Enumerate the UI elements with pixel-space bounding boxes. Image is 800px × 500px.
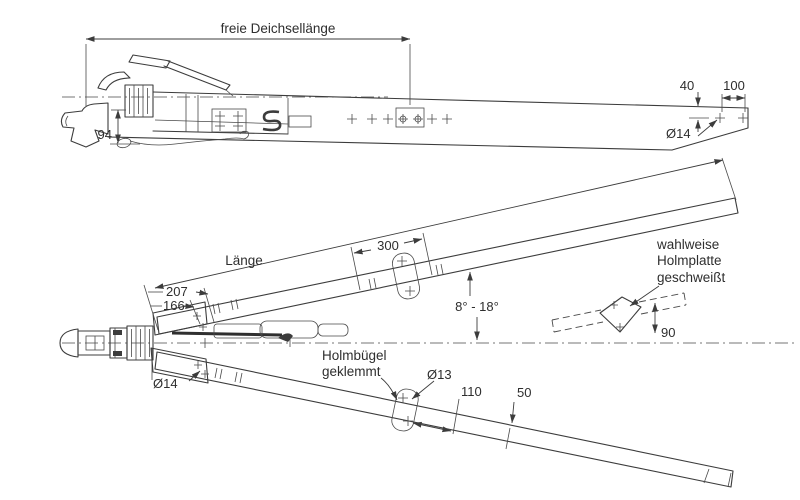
label-holmbuegel (322, 348, 397, 400)
dim-label-207: 207 (166, 284, 188, 299)
bellows-side (125, 85, 153, 117)
label-holmbuegel-line1: Holmbügel (322, 348, 387, 363)
dim-label-94: 94 (97, 127, 112, 142)
dim-label-40: 40 (679, 78, 695, 93)
holmplatte-clamp-plate (391, 251, 422, 300)
dim-free-drawbar-length (86, 21, 410, 106)
dim-laenge (155, 158, 736, 288)
dim-label-100: 100 (723, 78, 745, 93)
holmplatte-welded-detail (552, 237, 726, 340)
dim-label-110: 110 (461, 384, 482, 399)
dim-label-angle: 8° - 18° (455, 299, 499, 314)
dim-110-50 (413, 384, 531, 449)
damper-linkage (172, 321, 348, 342)
label-free-drawbar-length: freie Deichsellänge (220, 21, 336, 36)
dim-label-90: 90 (661, 325, 676, 340)
beam-side-profile (108, 92, 748, 150)
dim-label-dia13: Ø13 (427, 367, 452, 382)
coupling-head-side (61, 72, 130, 147)
dim-dia14-bottom (153, 371, 200, 391)
manufacturer-logo (263, 112, 311, 130)
label-holmplatte-line1: wahlweise (657, 237, 720, 252)
dim-dia13 (412, 367, 452, 399)
plan-view-drawbar (60, 158, 796, 487)
handbrake-lever (129, 55, 233, 96)
dim-label-dia14-bottom: Ø14 (153, 376, 178, 391)
side-view-drawbar (61, 21, 748, 150)
dim-label-166: 166 (163, 298, 185, 313)
dim-label-dia14-top: Ø14 (666, 126, 691, 141)
label-holmplatte-line3: geschweißt (657, 270, 726, 285)
dim-angle (455, 272, 499, 340)
dim-label-300: 300 (377, 238, 399, 253)
label-holmplatte-line2: Holmplatte (657, 253, 722, 268)
dim-label-50: 50 (517, 385, 532, 400)
beam-hole-crosses (347, 108, 452, 127)
label-laenge: Länge (225, 253, 263, 268)
bolt-plate-4-holes (212, 109, 246, 132)
label-holmbuegel-line2: geklemmt (322, 364, 381, 379)
